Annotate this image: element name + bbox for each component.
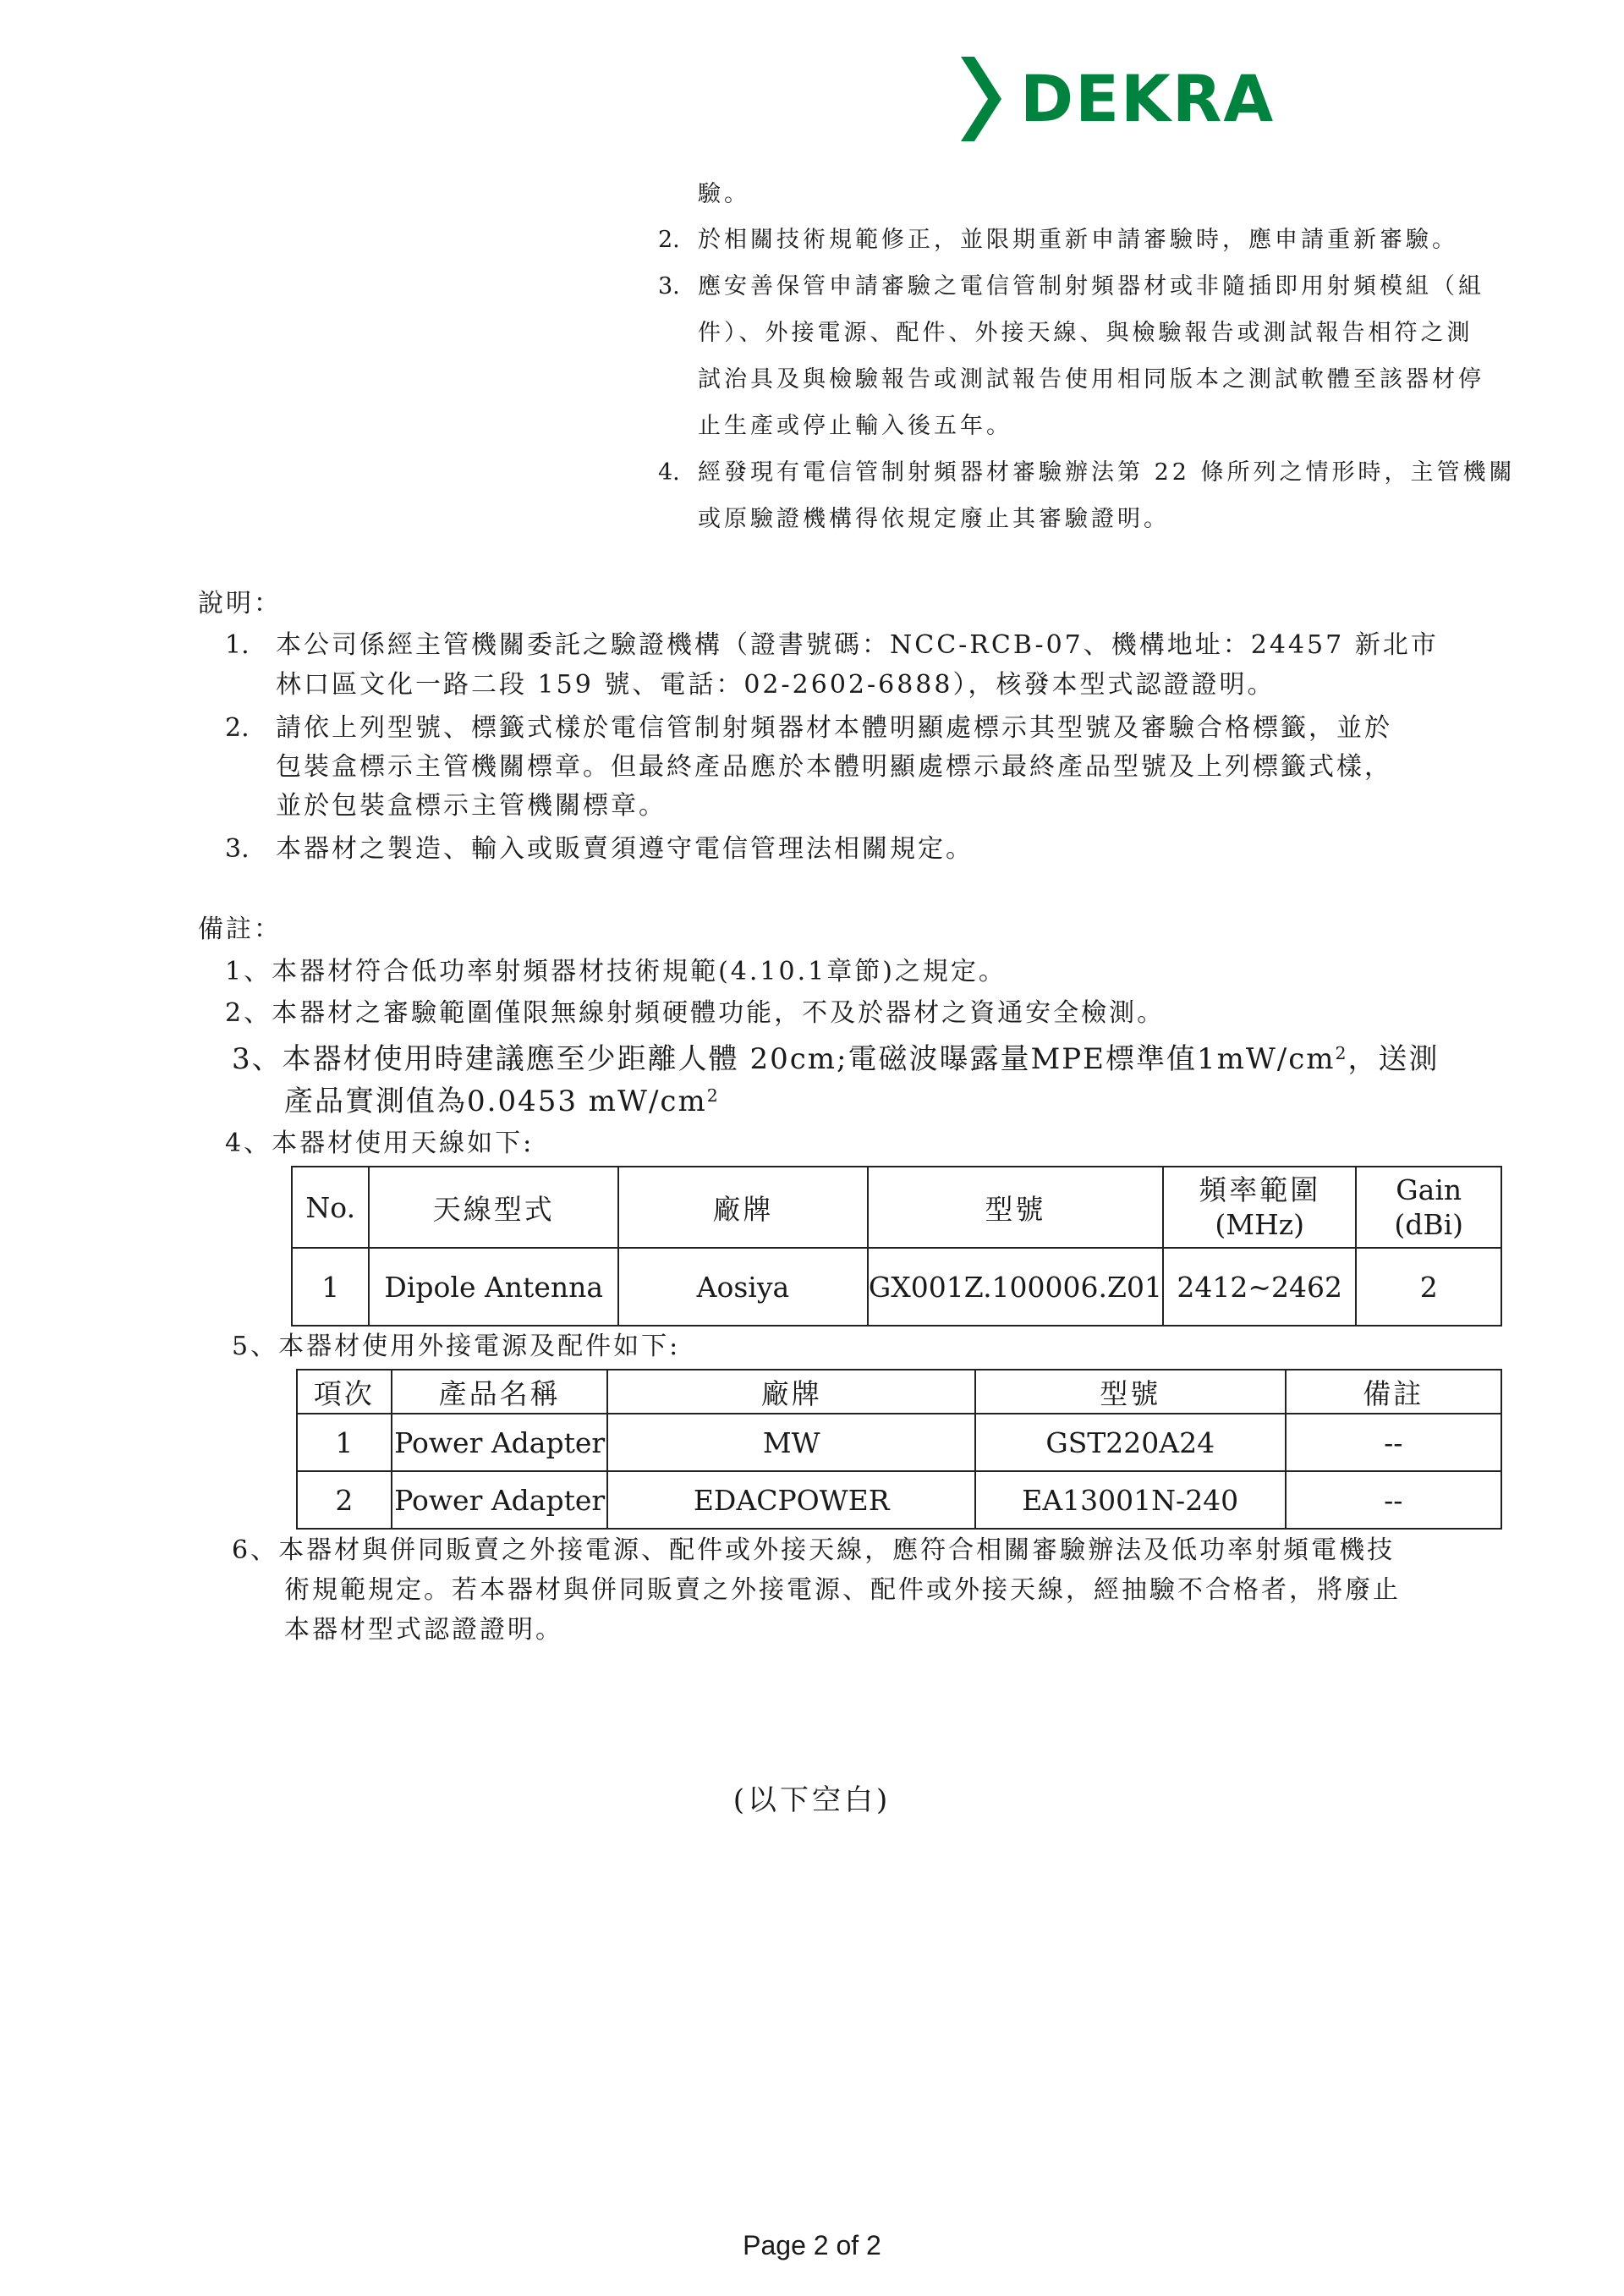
header-frequency: 頻率範圍 (MHz) — [1163, 1167, 1356, 1248]
explanation-line: 本器材之製造、輸入或販賣須遵守電信管理法相關規定。 — [276, 834, 974, 864]
list-item-line: 應安善保管申請審驗之電信管制射頻器材或非隨插即用射頻模組（組 — [698, 273, 1484, 299]
remark-item-2: 2、本器材之審驗範圍僅限無線射頻硬體功能，不及於器材之資通安全檢測。 — [225, 998, 1166, 1028]
remarks-heading: 備註： — [198, 915, 282, 944]
cell-note: -- — [1286, 1414, 1501, 1471]
cell-brand: EDACPOWER — [607, 1471, 974, 1529]
dekra-logo-mark — [954, 57, 1005, 141]
list-item-line: 經發現有電信管制射頻器材審驗辦法第 22 條所列之情形時，主管機關 — [698, 459, 1516, 486]
header-brand: 廠牌 — [607, 1370, 974, 1414]
header-gain: Gain (dBi) — [1356, 1167, 1501, 1248]
explanation-line: 林口區文化一路二段 159 號、電話：02-2602-6888），核發本型式認證證明。 — [276, 670, 1276, 700]
cell-model: GX001Z.100006.Z01 — [868, 1248, 1163, 1326]
remark-item-6-line: 6、本器材與併同販賣之外接電源、配件或外接天線，應符合相關審驗辦法及低功率射頻電機技 — [232, 1535, 1396, 1565]
header-no: No. — [292, 1167, 369, 1248]
cell-antenna-type: Dipole Antenna — [369, 1248, 617, 1326]
list-item-line: 試治具及與檢驗報告或測試報告使用相同版本之測試軟體至該器材停 — [698, 366, 1484, 393]
header-note: 備註 — [1286, 1370, 1501, 1414]
header-model: 型號 — [868, 1167, 1163, 1248]
cell-brand: MW — [607, 1414, 974, 1471]
dekra-logo — [954, 52, 1275, 146]
remark-item-3-line-2: 產品實測值為0.0453 $mW/cm^2$ — [284, 1085, 720, 1118]
cell-gain: 2 — [1356, 1248, 1501, 1326]
remark-item-5: 5、本器材使用外接電源及配件如下: — [232, 1332, 681, 1361]
list-number: 2. — [225, 713, 250, 743]
cell-model: GST220A24 — [975, 1414, 1286, 1471]
table-row — [297, 1414, 1501, 1471]
cell-item-no: 2 — [297, 1471, 392, 1529]
cell-frequency: 2412~2462 — [1163, 1248, 1356, 1326]
header-brand: 廠牌 — [618, 1167, 868, 1248]
list-number: 3. — [225, 834, 250, 864]
header-antenna-type: 天線型式 — [369, 1167, 617, 1248]
header-product-name: 產品名稱 — [392, 1370, 608, 1414]
explanation-line: 請依上列型號、標籤式樣於電信管制射頻器材本體明顯處標示其型號及審驗合格標籤，並於 — [276, 713, 1392, 743]
remark-item-4: 4、本器材使用天線如下: — [225, 1129, 535, 1158]
cell-model: EA13001N-240 — [975, 1471, 1286, 1529]
header-item-no: 項次 — [297, 1370, 392, 1414]
cell-product-name: Power Adapter — [392, 1414, 608, 1471]
remark-item-3-line-1: 3、本器材使用時建議應至少距離人體 20cm;電磁波曝露量MPE標準值$1mW/cm^2$，送測 — [232, 1042, 1440, 1076]
explanation-line: 本公司係經主管機關委託之驗證機構（證書號碼：NCC-RCB-07、機構地址：24457 新北市 — [276, 630, 1439, 660]
cell-product-name: Power Adapter — [392, 1471, 608, 1529]
page-number: Page 2 of 2 — [743, 2230, 881, 2260]
list-item-line: 件）、外接電源、配件、外接天線、與檢驗報告或測試報告相符之測 — [698, 320, 1473, 346]
table-header-row — [297, 1370, 1501, 1414]
list-number: 1. — [225, 630, 250, 660]
remark-item-6-line: 術規範規定。若本器材與併同販賣之外接電源、配件或外接天線，經抽驗不合格者，將廢止 — [284, 1575, 1401, 1605]
list-item-line: 或原驗證機構得依規定廢止其審驗證明。 — [698, 506, 1170, 532]
list-number: 2. — [658, 227, 680, 253]
explanation-line: 並於包裝盒標示主管機關標章。 — [276, 791, 667, 821]
cell-brand: Aosiya — [618, 1248, 868, 1326]
explanation-heading: 說明： — [198, 589, 282, 618]
table-row — [297, 1471, 1501, 1529]
list-number: 4. — [658, 459, 680, 486]
header-model: 型號 — [975, 1370, 1286, 1414]
list-item-line: 止生產或停止輸入後五年。 — [698, 413, 1012, 439]
dekra-logo-text: DEKRA — [1020, 61, 1276, 136]
explanation-line: 包裝盒標示主管機關標章。但最終產品應於本體明顯處標示最終產品型號及上列標籤式樣， — [276, 752, 1392, 782]
cell-no: 1 — [292, 1248, 369, 1326]
power-adapter-table — [296, 1369, 1502, 1530]
cell-item-no: 1 — [297, 1414, 392, 1471]
antenna-table — [291, 1166, 1502, 1327]
table-row — [292, 1248, 1501, 1326]
list-item-line: 於相關技術規範修正，並限期重新申請審驗時，應申請重新審驗。 — [698, 227, 1458, 253]
list-number: 3. — [658, 273, 680, 299]
list-continuation: 驗。 — [698, 181, 750, 207]
table-header-row — [292, 1167, 1501, 1248]
remark-item-6-line: 本器材型式認證證明。 — [284, 1615, 563, 1645]
cell-note: -- — [1286, 1471, 1501, 1529]
remark-item-1: 1、本器材符合低功率射頻器材技術規範(4.10.1章節)之規定。 — [225, 957, 1007, 986]
blank-below-note: (以下空白) — [732, 1783, 892, 1817]
